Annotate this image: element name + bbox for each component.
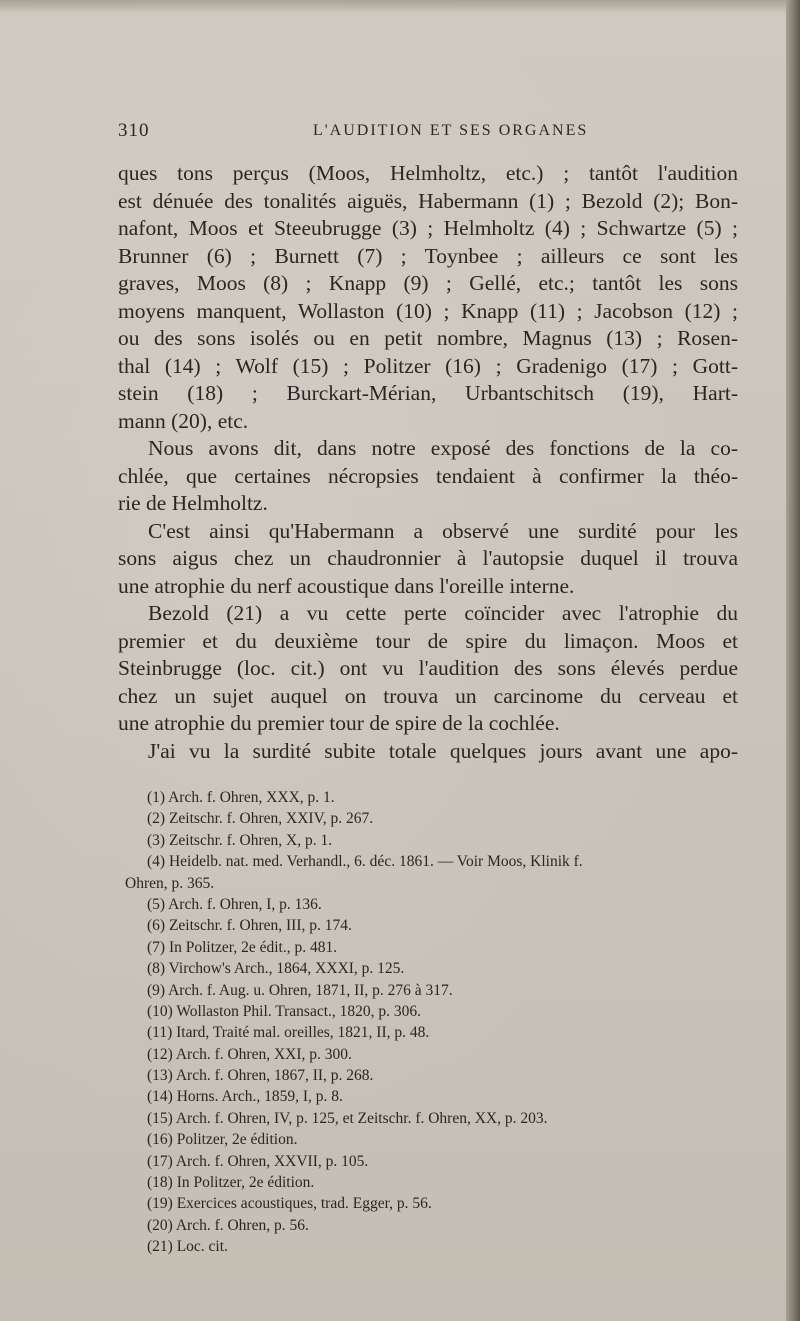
footnote: (18) In Politzer, 2e édition.: [147, 1174, 315, 1192]
body-text: [118, 160, 738, 765]
body-line: une atrophie du premier tour de spire de la cochlée.: [118, 711, 560, 735]
body-line: est dénuée des tonalités aiguës, Habermann (1) ; Bezold (2); Bon-: [118, 188, 738, 213]
page-number: 310: [118, 120, 150, 141]
footnote: (2) Zeitschr. f. Ohren, XXIV, p. 267.: [147, 810, 374, 828]
footnote: (6) Zeitschr. f. Ohren, III, p. 174.: [147, 917, 352, 935]
footnote: (11) Itard, Traité mal. oreilles, 1821, II, p. 48.: [147, 1024, 430, 1042]
running-head: L'AUDITION ET SES ORGANES: [313, 122, 589, 139]
body-line: une atrophie du nerf acoustique dans l'oreille interne.: [118, 573, 575, 598]
footnote-continuation: Ohren, p. 365.: [125, 874, 215, 892]
footnote: (10) Wollaston Phil. Transact., 1820, p. 306.: [147, 1002, 422, 1020]
body-line: premier et du deuxième tour de spire du limaçon. Moos et: [118, 628, 738, 653]
body-line: C'est ainsi qu'Habermann a observé une surdité pour les: [148, 518, 738, 543]
body-line: chlée, que certaines nécropsies tendaient à confirmer la théo-: [118, 463, 738, 488]
footnote: (15) Arch. f. Ohren, IV, p. 125, et Zeitschr. f. Ohren, XX, p. 203.: [147, 1109, 548, 1127]
body-line: Steinbrugge (loc. cit.) ont vu l'audition des sons élevés perdue: [118, 656, 738, 680]
footnote: (7) In Politzer, 2e édit., p. 481.: [147, 938, 338, 956]
footnote: (5) Arch. f. Ohren, I, p. 136.: [147, 895, 322, 913]
body-line: stein (18) ; Burckart-Mérian, Urbantschitsch (19), Hart-: [118, 381, 738, 405]
body-line: J'ai vu la surdité subite totale quelques jours avant une apo-: [148, 738, 738, 763]
body-line: Nous avons dit, dans notre exposé des fonctions de la co-: [148, 436, 738, 460]
footnote: (16) Politzer, 2e édition.: [147, 1131, 298, 1149]
page-top-edge: [0, 0, 800, 14]
body-line: moyens manquent, Wollaston (10) ; Knapp (11) ; Jacobson (12) ;: [118, 298, 738, 323]
body-line: chez un sujet auquel on trouva un carcinome du cerveau et: [118, 683, 738, 708]
body-line: thal (14) ; Wolf (15) ; Politzer (16) ; Gradenigo (17) ; Gott-: [118, 353, 738, 378]
body-line: sons aigus chez un chaudronnier à l'autopsie duquel il trouva: [118, 546, 738, 570]
footnote: (3) Zeitschr. f. Ohren, X, p. 1.: [147, 831, 333, 849]
body-line: mann (20), etc.: [118, 408, 249, 433]
footnote: (4) Heidelb. nat. med. Verhandl., 6. déc. 1861. — Voir Moos, Klinik f.: [147, 853, 583, 871]
body-line: Bezold (21) a vu cette perte coïncider avec l'atrophie du: [148, 601, 738, 625]
footnote: (9) Arch. f. Aug. u. Ohren, 1871, II, p. 276 à 317.: [147, 981, 453, 999]
footnote: (19) Exercices acoustiques, trad. Egger, p. 56.: [147, 1195, 432, 1213]
footnote: (17) Arch. f. Ohren, XXVII, p. 105.: [147, 1152, 369, 1170]
body-line: ques tons perçus (Moos, Helmholtz, etc.) ; tantôt l'audition: [118, 161, 738, 185]
body-line: rie de Helmholtz.: [118, 491, 268, 515]
footnote: (20) Arch. f. Ohren, p. 56.: [147, 1216, 309, 1234]
footnote: (8) Virchow's Arch., 1864, XXXI, p. 125.: [147, 960, 405, 978]
footnote: (13) Arch. f. Ohren, 1867, II, p. 268.: [147, 1067, 374, 1085]
page-header: [118, 120, 758, 144]
footnote: (14) Horns. Arch., 1859, I, p. 8.: [147, 1088, 343, 1106]
footnote: (21) Loc. cit.: [147, 1238, 228, 1256]
body-line: nafont, Moos et Steeubrugge (3) ; Helmholtz (4) ; Schwartze (5) ;: [118, 216, 738, 240]
footnote: (12) Arch. f. Ohren, XXI, p. 300.: [147, 1045, 352, 1063]
body-line: ou des sons isolés ou en petit nombre, Magnus (13) ; Rosen-: [118, 326, 738, 350]
body-line: Brunner (6) ; Burnett (7) ; Toynbee ; ailleurs ce sont les: [118, 243, 738, 268]
footnote: (1) Arch. f. Ohren, XXX, p. 1.: [147, 789, 335, 806]
page-right-edge: [786, 0, 800, 1321]
body-line: graves, Moos (8) ; Knapp (9) ; Gellé, etc.; tantôt les sons: [118, 271, 738, 295]
footnotes: [125, 787, 755, 1258]
